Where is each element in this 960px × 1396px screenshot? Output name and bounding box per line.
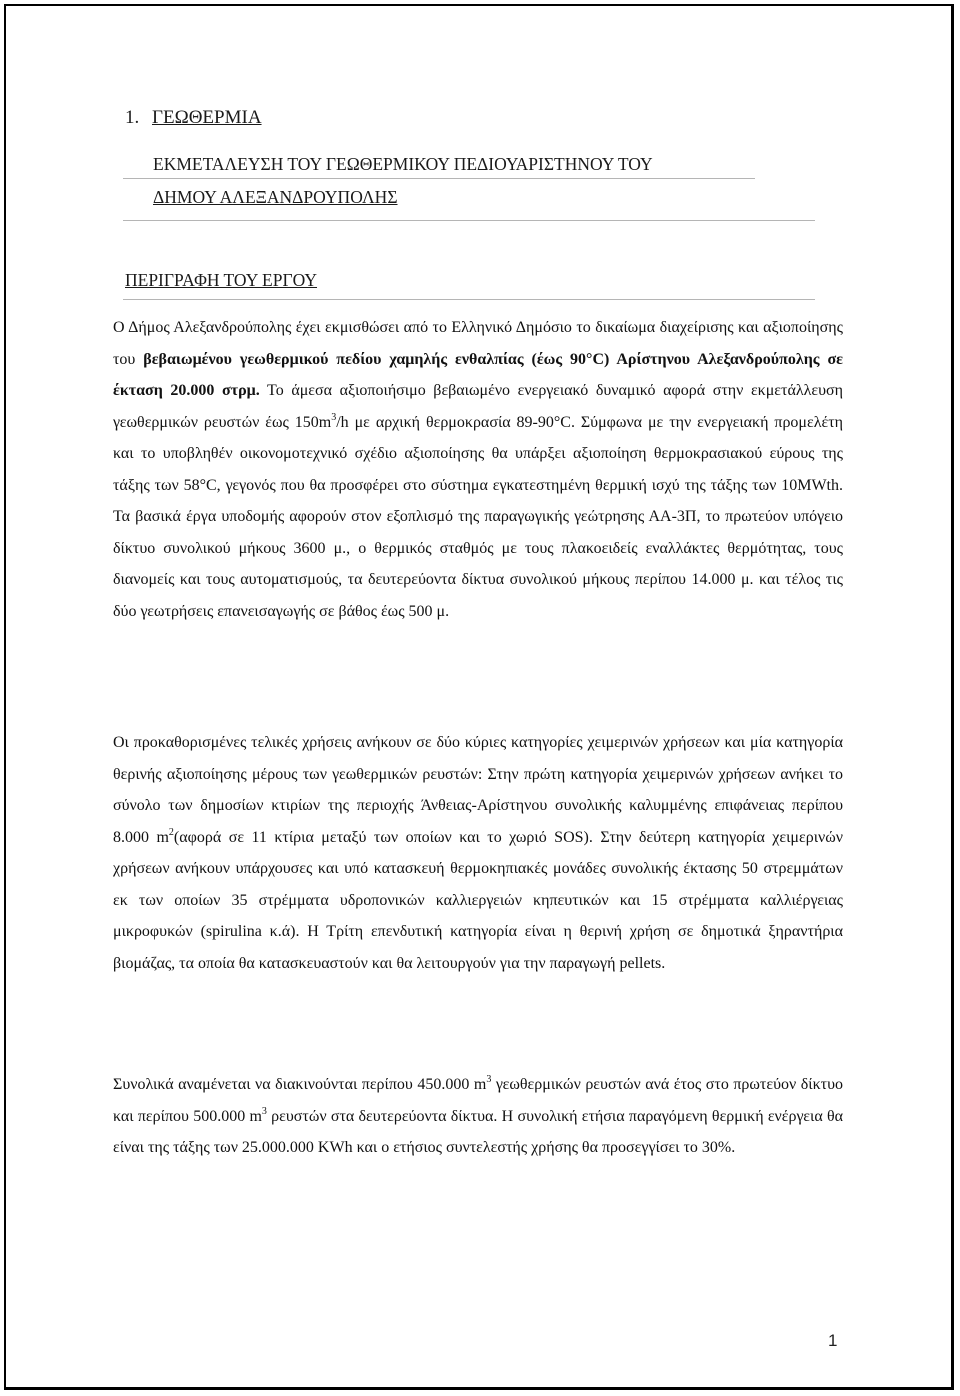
p2-text-b: (αφορά σε 11 κτίρια μεταξύ των οποίων και το χωριό SOS). Στην δεύτερη κατηγορία χειμερινών χρήσεων ανήκουν υπάρχουσες και υπό κατασκευή θερμοκηπιακές μονάδες συνολικής έκτασης 50 στρεμμάτων εκ των οποίων 35 στρέμματα υδροπονικών καλλιεργειών κηπευτικών και 15 στρέμματα καλλιέργειας μικροφυκών (spirulina κ.ά). Η Τρίτη επενδυτική κατηγορία είναι η θερινή χρήση σε δημοτικά ξηραντήρια βιομάζας, τα οποία θα κατασκευαστούν και θα λειτουργούν για την παραγωγή pellets.	[113, 828, 843, 972]
subtitle-line-2: ΔΗΜΟΥ ΑΛΕΞΑΝΔΡΟΥΠΟΛΗΣ	[153, 187, 398, 207]
subtitle-line-1: ΕΚΜΕΤΑΛΕΥΣΗ ΤΟΥ ΓΕΩΘΕΡΜΙΚΟΥ ΠΕΔΙΟΥΑΡΙΣΤΗΝΟΥ ΤΟΥ	[153, 154, 653, 174]
section-title	[125, 270, 317, 291]
chapter-title: ΓΕΩΘΕΡΜΙΑ	[152, 107, 262, 128]
page-number: 1	[828, 1331, 838, 1350]
page-border	[4, 4, 954, 1390]
paragraph-2	[113, 727, 843, 979]
subtitle-rule-2	[123, 220, 815, 221]
p1-bold-text: βεβαιωμένου γεωθερμικού πεδίου χαμηλής ενθαλπίας (έως 90°C) Αρίστηνου Αλεξανδρούπολης σε έκταση 20.000 στρμ.	[113, 350, 843, 399]
chapter-number: 1.	[125, 107, 140, 128]
paragraph-3	[113, 1069, 843, 1164]
p1-text-d: /h με αρχική θερμοκρασία 89-90°C. Σύμφωνα με την ενεργειακή προμελέτη και το υποβληθέν οικονομοτεχνικό σχέδιο αξιοποίησης θα υπάρξει αξιοποίηση θερμοκρασιακού εύρους της τάξης των 58°C, γεγονός που θα προσφέρει στο σύστημα εγκατεστημένη θερμική ισχύ της τάξης των 10MWth. Τα βασικά έργα υποδομής αφορούν στον εξοπλισμό της παραγωγικής γεώτρησης ΑΑ-3Π, το πρωτεύον υπόγειο δίκτυο συνολικού μήκους 3600 μ., ο θερμικός σταθμός με τους πλακοειδείς εναλλάκτες θερμότητας, τους διανομείς και τους αυτοματισμούς, τα δευτερεύοντα δίκτυα συνολικού μήκους περίπου 14.000 μ. και τέλος τις δύο γεωτρήσεις επανεισαγωγής σε βάθος έως 500 μ.	[113, 413, 843, 620]
section-rule	[123, 299, 815, 300]
p3-text-b: γεωθερμικών ρευστών ανά έτος στο πρωτεύον δίκτυο και περίπου 500.000 m	[113, 1076, 843, 1125]
p2-text-a: Οι προκαθορισμένες τελικές χρήσεις ανήκουν σε δύο κύριες κατηγορίες χειμερινών χρήσεων και μία κατηγορία θερινής αξιοποίησης μέρους των γεωθερμικών ρευστών: Στην πρώτη κατηγορία χειμερινών χρήσεων ανήκει το σύνολο των δημοσίων κτιρίων της περιοχής Άνθειας-Αρίστηνου συνολικής καλυμμένης επιφάνειας περίπου 8.000 m	[113, 734, 843, 846]
subtitle-rule-1	[123, 178, 755, 179]
p2-superscript: 2	[168, 826, 174, 838]
p1-text-a: Ο Δήμος Αλεξανδρούπολης έχει εκμισθώσει από το Ελληνικό Δημόσιο το δικαίωμα διαχείρισης και αξιοποίησης του	[113, 319, 843, 368]
chapter-heading	[125, 107, 262, 129]
section-title-text: ΠΕΡΙΓΡΑΦΗ ΤΟΥ ΕΡΓΟΥ	[125, 270, 318, 290]
paragraph-1	[113, 312, 843, 627]
p3-superscript-2: 3	[261, 1105, 267, 1117]
p1-text-c: Το άμεσα αξιοποιήσιμο βεβαιωμένο ενεργειακό δυναμικό αφορά στην εκμετάλλευση γεωθερμικών ρευστών έως 150m	[113, 382, 843, 431]
p1-superscript: 3	[331, 411, 337, 423]
p3-text-a: Συνολικά αναμένεται να διακινούνται περίπου 450.000 m	[113, 1076, 487, 1093]
p3-text-c: ρευστών στα δευτερεύοντα δίκτυα. Η συνολική ετήσια παραγόμενη θερμική ενέργεια θα είναι της τάξης των 25.000.000 KWh και ο ετήσιος συντελεστής χρήσης θα προσεγγίσει το 30%.	[113, 1107, 843, 1156]
p3-superscript-1: 3	[486, 1074, 492, 1085]
